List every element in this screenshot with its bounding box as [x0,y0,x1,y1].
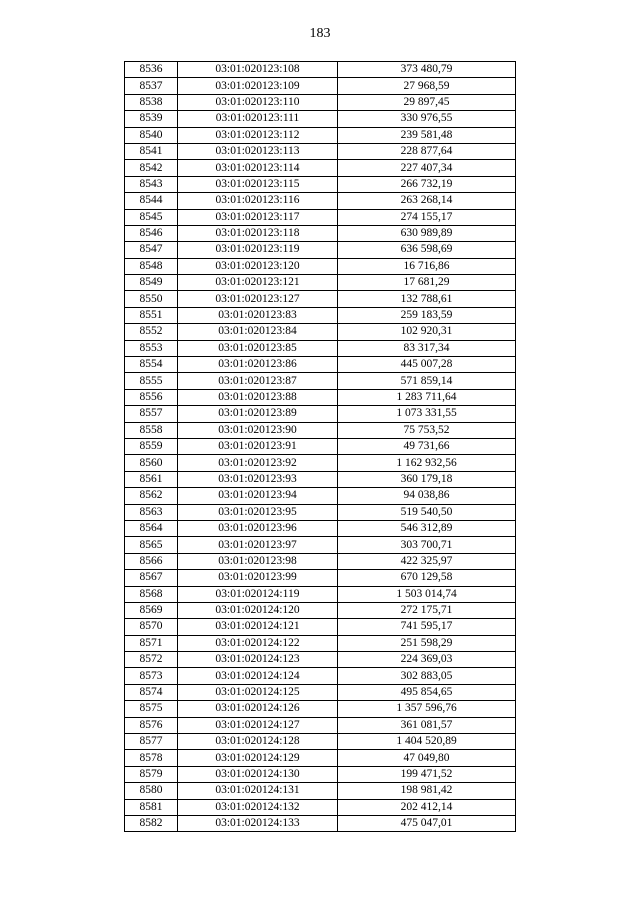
cadastral-value-cell: 47 049,80 [338,750,516,766]
row-number-cell: 8541 [125,143,178,159]
table-row [125,340,516,356]
cadastral-value-cell: 630 989,89 [338,225,516,241]
cadastral-number-cell: 03:01:020124:120 [178,602,338,618]
cadastral-number-cell: 03:01:020124:132 [178,799,338,815]
row-number-cell: 8551 [125,307,178,323]
table-row [125,176,516,192]
cadastral-number-cell: 03:01:020123:90 [178,422,338,438]
row-number-cell: 8552 [125,324,178,340]
table-row [125,373,516,389]
row-number-cell: 8555 [125,373,178,389]
cadastral-value-cell: 16 716,86 [338,258,516,274]
table-row [125,127,516,143]
cadastral-value-cell: 636 598,69 [338,242,516,258]
table-row [125,799,516,815]
cadastral-value-cell: 670 129,58 [338,570,516,586]
cadastral-number-cell: 03:01:020123:99 [178,570,338,586]
cadastral-number-cell: 03:01:020123:113 [178,143,338,159]
cadastral-value-cell: 330 976,55 [338,111,516,127]
cadastral-number-cell: 03:01:020124:129 [178,750,338,766]
cadastral-number-cell: 03:01:020123:118 [178,225,338,241]
page-number: 183 [309,26,331,41]
cadastral-number-cell: 03:01:020123:119 [178,242,338,258]
cadastral-value-cell: 198 981,42 [338,783,516,799]
table-row [125,438,516,454]
cadastral-number-cell: 03:01:020123:117 [178,209,338,225]
table-row [125,537,516,553]
table-row [125,193,516,209]
table-row [125,111,516,127]
cadastral-number-cell: 03:01:020124:121 [178,619,338,635]
cadastral-number-cell: 03:01:020124:125 [178,684,338,700]
table-row [125,389,516,405]
table-row [125,357,516,373]
cadastral-value-cell: 1 404 520,89 [338,734,516,750]
cadastral-value-cell: 102 920,31 [338,324,516,340]
cadastral-value-cell: 1 357 596,76 [338,701,516,717]
row-number-cell: 8545 [125,209,178,225]
table-row [125,586,516,602]
row-number-cell: 8536 [125,62,178,78]
cadastral-number-cell: 03:01:020123:114 [178,160,338,176]
table-body [125,62,516,832]
table-row [125,291,516,307]
cadastral-value-cell: 228 877,64 [338,143,516,159]
row-number-cell: 8580 [125,783,178,799]
cadastral-value-cell: 202 412,14 [338,799,516,815]
cadastral-number-cell: 03:01:020123:110 [178,94,338,110]
row-number-cell: 8572 [125,652,178,668]
cadastral-value-cell: 360 179,18 [338,471,516,487]
table-row [125,717,516,733]
row-number-cell: 8549 [125,275,178,291]
row-number-cell: 8577 [125,734,178,750]
cadastral-number-cell: 03:01:020124:119 [178,586,338,602]
row-number-cell: 8542 [125,160,178,176]
row-number-cell: 8567 [125,570,178,586]
table-row [125,701,516,717]
cadastral-value-cell: 49 731,66 [338,438,516,454]
cadastral-number-cell: 03:01:020124:126 [178,701,338,717]
row-number-cell: 8573 [125,668,178,684]
cadastral-value-cell: 17 681,29 [338,275,516,291]
cadastral-value-cell: 546 312,89 [338,520,516,536]
table-row [125,504,516,520]
cadastral-number-cell: 03:01:020123:120 [178,258,338,274]
cadastral-value-cell: 1 162 932,56 [338,455,516,471]
cadastral-value-cell: 445 007,28 [338,357,516,373]
cadastral-number-cell: 03:01:020123:91 [178,438,338,454]
cadastral-value-cell: 263 268,14 [338,193,516,209]
cadastral-value-cell: 272 175,71 [338,602,516,618]
cadastral-value-cell: 239 581,48 [338,127,516,143]
cadastral-number-cell: 03:01:020123:87 [178,373,338,389]
cadastral-number-cell: 03:01:020124:122 [178,635,338,651]
cadastral-value-cell: 251 598,29 [338,635,516,651]
table-row [125,668,516,684]
cadastral-number-cell: 03:01:020123:83 [178,307,338,323]
row-number-cell: 8547 [125,242,178,258]
cadastral-number-cell: 03:01:020123:84 [178,324,338,340]
cadastral-value-cell: 199 471,52 [338,766,516,782]
row-number-cell: 8575 [125,701,178,717]
row-number-cell: 8568 [125,586,178,602]
cadastral-value-cell: 1 503 014,74 [338,586,516,602]
cadastral-value-cell: 94 038,86 [338,488,516,504]
table-row [125,307,516,323]
row-number-cell: 8562 [125,488,178,504]
table-row [125,734,516,750]
cadastral-value-cell: 224 369,03 [338,652,516,668]
cadastral-value-cell: 373 480,79 [338,62,516,78]
table-row [125,78,516,94]
table-row [125,225,516,241]
cadastral-value-cell: 274 155,17 [338,209,516,225]
table-row [125,94,516,110]
row-number-cell: 8553 [125,340,178,356]
cadastral-value-cell: 266 732,19 [338,176,516,192]
table-row [125,455,516,471]
cadastral-number-cell: 03:01:020124:131 [178,783,338,799]
table-row [125,488,516,504]
row-number-cell: 8559 [125,438,178,454]
table-row [125,160,516,176]
cadastral-value-cell: 259 183,59 [338,307,516,323]
cadastral-value-cell: 741 595,17 [338,619,516,635]
table-row [125,258,516,274]
row-number-cell: 8565 [125,537,178,553]
row-number-cell: 8578 [125,750,178,766]
table-row [125,570,516,586]
cadastral-value-cell: 302 883,05 [338,668,516,684]
cadastral-number-cell: 03:01:020123:112 [178,127,338,143]
row-number-cell: 8556 [125,389,178,405]
cadastral-number-cell: 03:01:020124:128 [178,734,338,750]
cadastral-value-cell: 227 407,34 [338,160,516,176]
table-row [125,406,516,422]
table-row [125,275,516,291]
cadastral-number-cell: 03:01:020123:94 [178,488,338,504]
cadastral-number-cell: 03:01:020123:115 [178,176,338,192]
cadastral-value-cell: 361 081,57 [338,717,516,733]
row-number-cell: 8537 [125,78,178,94]
table-row [125,471,516,487]
cadastral-number-cell: 03:01:020124:124 [178,668,338,684]
row-number-cell: 8557 [125,406,178,422]
row-number-cell: 8558 [125,422,178,438]
cadastral-value-cell: 495 854,65 [338,684,516,700]
table-row [125,242,516,258]
cadastral-number-cell: 03:01:020123:127 [178,291,338,307]
table-row [125,209,516,225]
cadastral-value-cell: 571 859,14 [338,373,516,389]
row-number-cell: 8566 [125,553,178,569]
cadastral-value-cell: 475 047,01 [338,815,516,831]
cadastral-number-cell: 03:01:020123:92 [178,455,338,471]
cadastral-value-cell: 1 073 331,55 [338,406,516,422]
table-row [125,815,516,831]
cadastral-value-cell: 132 788,61 [338,291,516,307]
row-number-cell: 8560 [125,455,178,471]
cadastral-number-cell: 03:01:020123:89 [178,406,338,422]
cadastral-number-cell: 03:01:020123:116 [178,193,338,209]
table-row [125,62,516,78]
table-row [125,783,516,799]
table-row [125,520,516,536]
cadastral-number-cell: 03:01:020123:95 [178,504,338,520]
row-number-cell: 8540 [125,127,178,143]
cadastral-number-cell: 03:01:020124:130 [178,766,338,782]
row-number-cell: 8561 [125,471,178,487]
cadastral-value-cell: 422 325,97 [338,553,516,569]
row-number-cell: 8570 [125,619,178,635]
row-number-cell: 8539 [125,111,178,127]
table-row [125,143,516,159]
cadastral-number-cell: 03:01:020124:133 [178,815,338,831]
row-number-cell: 8564 [125,520,178,536]
row-number-cell: 8543 [125,176,178,192]
cadastral-value-cell: 303 700,71 [338,537,516,553]
cadastral-number-cell: 03:01:020123:96 [178,520,338,536]
table-row [125,324,516,340]
cadastral-number-cell: 03:01:020124:127 [178,717,338,733]
cadastral-number-cell: 03:01:020123:85 [178,340,338,356]
row-number-cell: 8544 [125,193,178,209]
table-row [125,619,516,635]
row-number-cell: 8554 [125,357,178,373]
cadastral-value-cell: 27 968,59 [338,78,516,94]
row-number-cell: 8579 [125,766,178,782]
cadastral-value-cell: 1 283 711,64 [338,389,516,405]
cadastral-number-cell: 03:01:020123:97 [178,537,338,553]
cadastral-value-cell: 519 540,50 [338,504,516,520]
table-row [125,602,516,618]
row-number-cell: 8569 [125,602,178,618]
table-row [125,766,516,782]
cadastral-value-table [124,61,516,832]
table-row [125,684,516,700]
table-row [125,422,516,438]
row-number-cell: 8574 [125,684,178,700]
cadastral-number-cell: 03:01:020123:88 [178,389,338,405]
cadastral-number-cell: 03:01:020123:86 [178,357,338,373]
table-row [125,635,516,651]
cadastral-value-cell: 83 317,34 [338,340,516,356]
cadastral-value-cell: 75 753,52 [338,422,516,438]
row-number-cell: 8548 [125,258,178,274]
row-number-cell: 8576 [125,717,178,733]
cadastral-number-cell: 03:01:020123:93 [178,471,338,487]
cadastral-number-cell: 03:01:020123:98 [178,553,338,569]
row-number-cell: 8550 [125,291,178,307]
row-number-cell: 8581 [125,799,178,815]
table-row [125,652,516,668]
cadastral-value-cell: 29 897,45 [338,94,516,110]
row-number-cell: 8571 [125,635,178,651]
cadastral-number-cell: 03:01:020123:121 [178,275,338,291]
row-number-cell: 8563 [125,504,178,520]
row-number-cell: 8538 [125,94,178,110]
cadastral-number-cell: 03:01:020124:123 [178,652,338,668]
table-row [125,553,516,569]
cadastral-number-cell: 03:01:020123:108 [178,62,338,78]
table-row [125,750,516,766]
row-number-cell: 8546 [125,225,178,241]
cadastral-number-cell: 03:01:020123:111 [178,111,338,127]
row-number-cell: 8582 [125,815,178,831]
cadastral-number-cell: 03:01:020123:109 [178,78,338,94]
